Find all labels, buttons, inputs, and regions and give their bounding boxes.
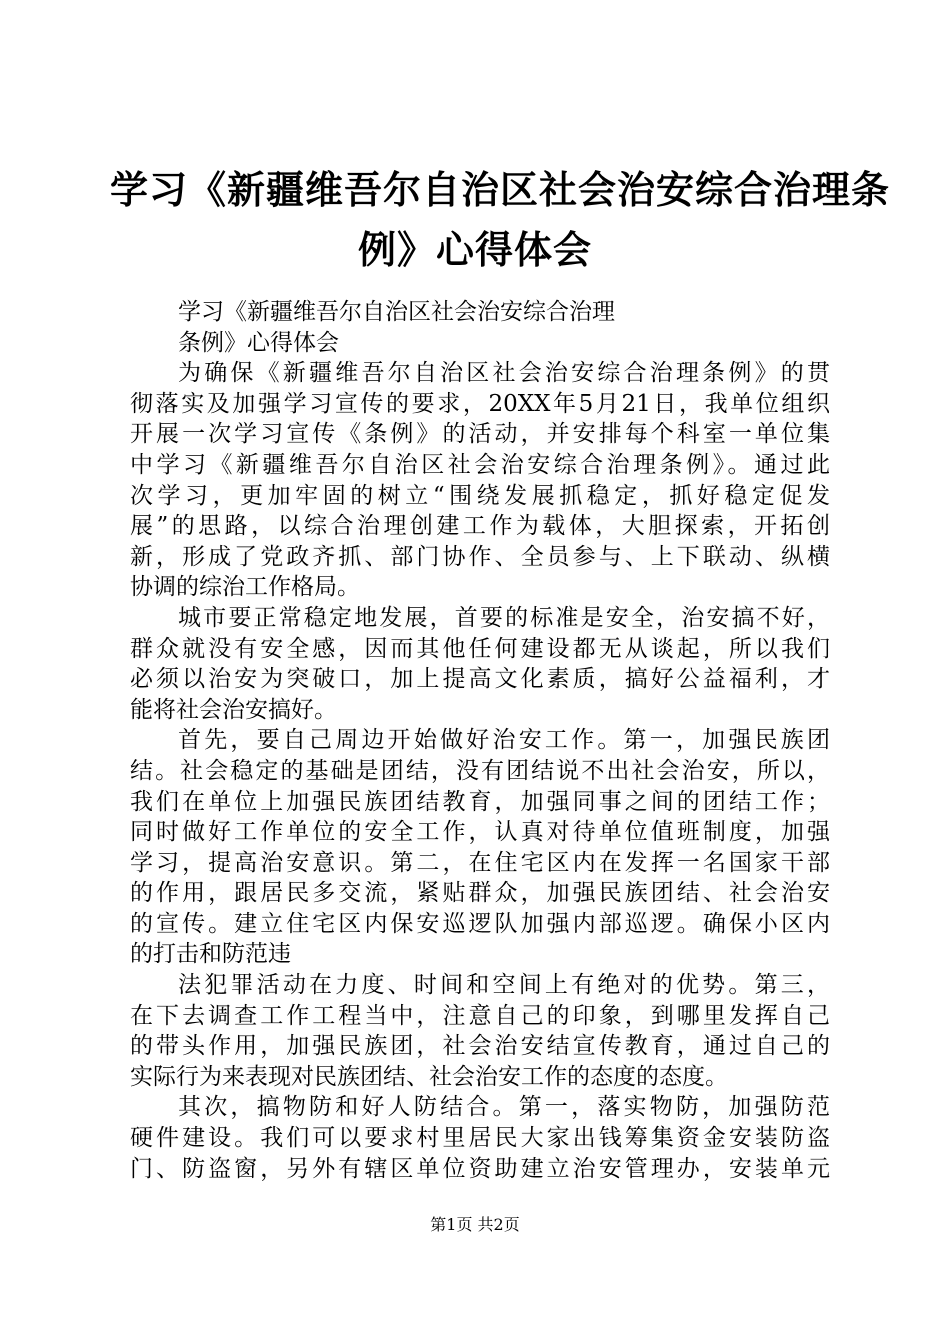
document-title [110, 160, 891, 280]
body-line: 其次，搞物防和好人防结合。第一，落实物防，加强防范 [178, 1094, 830, 1121]
body-line: 城市要正常稳定地发展，首要的标准是安全，治安搞不好， [178, 604, 830, 631]
body-line: 新，形成了党政齐抓、部门协作、全员参与、上下联动、纵横 [130, 543, 830, 570]
body-line: 彻落实及加强学习宣传的要求，20XX年5月21日，我单位组织 [130, 390, 830, 417]
body-line: 为确保《新疆维吾尔自治区社会治安综合治理条例》的贯 [178, 360, 830, 387]
body-line: 的带头作用，加强民族团，社会治安结宣传教育，通过自己的 [130, 1033, 830, 1060]
body-line: 群众就没有安全感，因而其他任何建设都无从谈起，所以我们 [130, 635, 830, 662]
body-line: 我们在单位上加强民族团结教育，加强同事之间的团结工作； [130, 788, 830, 815]
body-line: 学习，提高治安意识。第二，在住宅区内在发挥一名国家干部 [130, 849, 830, 876]
body-line: 开展一次学习宣传《条例》的活动，并安排每个科室一单位集 [130, 421, 830, 448]
body-line: 同时做好工作单位的安全工作，认真对待单位值班制度，加强 [130, 819, 830, 846]
title-line: 例》心得体会 [357, 227, 592, 272]
body-line: 展”的思路，以综合治理创建工作为载体，大胆探索，开拓创 [130, 513, 830, 540]
body-line: 次学习，更加牢固的树立“围绕发展抓稳定，抓好稳定促发 [130, 482, 830, 509]
body-line: 中学习《新疆维吾尔自治区社会治安综合治理条例》。通过此 [130, 451, 830, 478]
body-line: 的作用，跟居民多交流，紧贴群众，加强民族团结、社会治安 [130, 880, 830, 907]
body-line: 能将社会治安搞好。 [130, 696, 337, 723]
page-footer: 第1页 共2页 [430, 1215, 520, 1234]
subtitle-line: 学习《新疆维吾尔自治区社会治安综合治理 [178, 299, 615, 325]
body-line: 的宣传。建立住宅区内保安巡逻队加强内部巡逻。确保小区内 [130, 910, 830, 937]
body-line: 实际行为来表现对民族团结、社会治安工作的态度的态度。 [130, 1063, 728, 1090]
subtitle-line: 条例》心得体会 [178, 329, 339, 356]
body-line: 首先，要自己周边开始做好治安工作。第一，加强民族团 [178, 727, 830, 754]
body-line: 在下去调查工作工程当中，注意自己的印象，到哪里发挥自己 [130, 1002, 830, 1029]
document-body [130, 297, 830, 1184]
body-line: 法犯罪活动在力度、时间和空间上有绝对的优势。第三， [178, 972, 830, 999]
body-line: 协调的综治工作格局。 [130, 574, 360, 601]
body-line: 必须以治安为突破口，加上提高文化素质，搞好公益福利，才 [130, 666, 830, 693]
body-line: 的打击和防范违 [130, 941, 291, 968]
body-line: 结。社会稳定的基础是团结，没有团结说不出社会治安，所以， [130, 757, 830, 784]
title-line: 学习《新疆维吾尔自治区社会治安综合治理条 [110, 167, 891, 212]
body-line: 硬件建设。我们可以要求村里居民大家出钱筹集资金安装防盗 [130, 1125, 830, 1152]
body-line: 门、防盗窗，另外有辖区单位资助建立治安管理办，安装单元 [130, 1155, 830, 1182]
